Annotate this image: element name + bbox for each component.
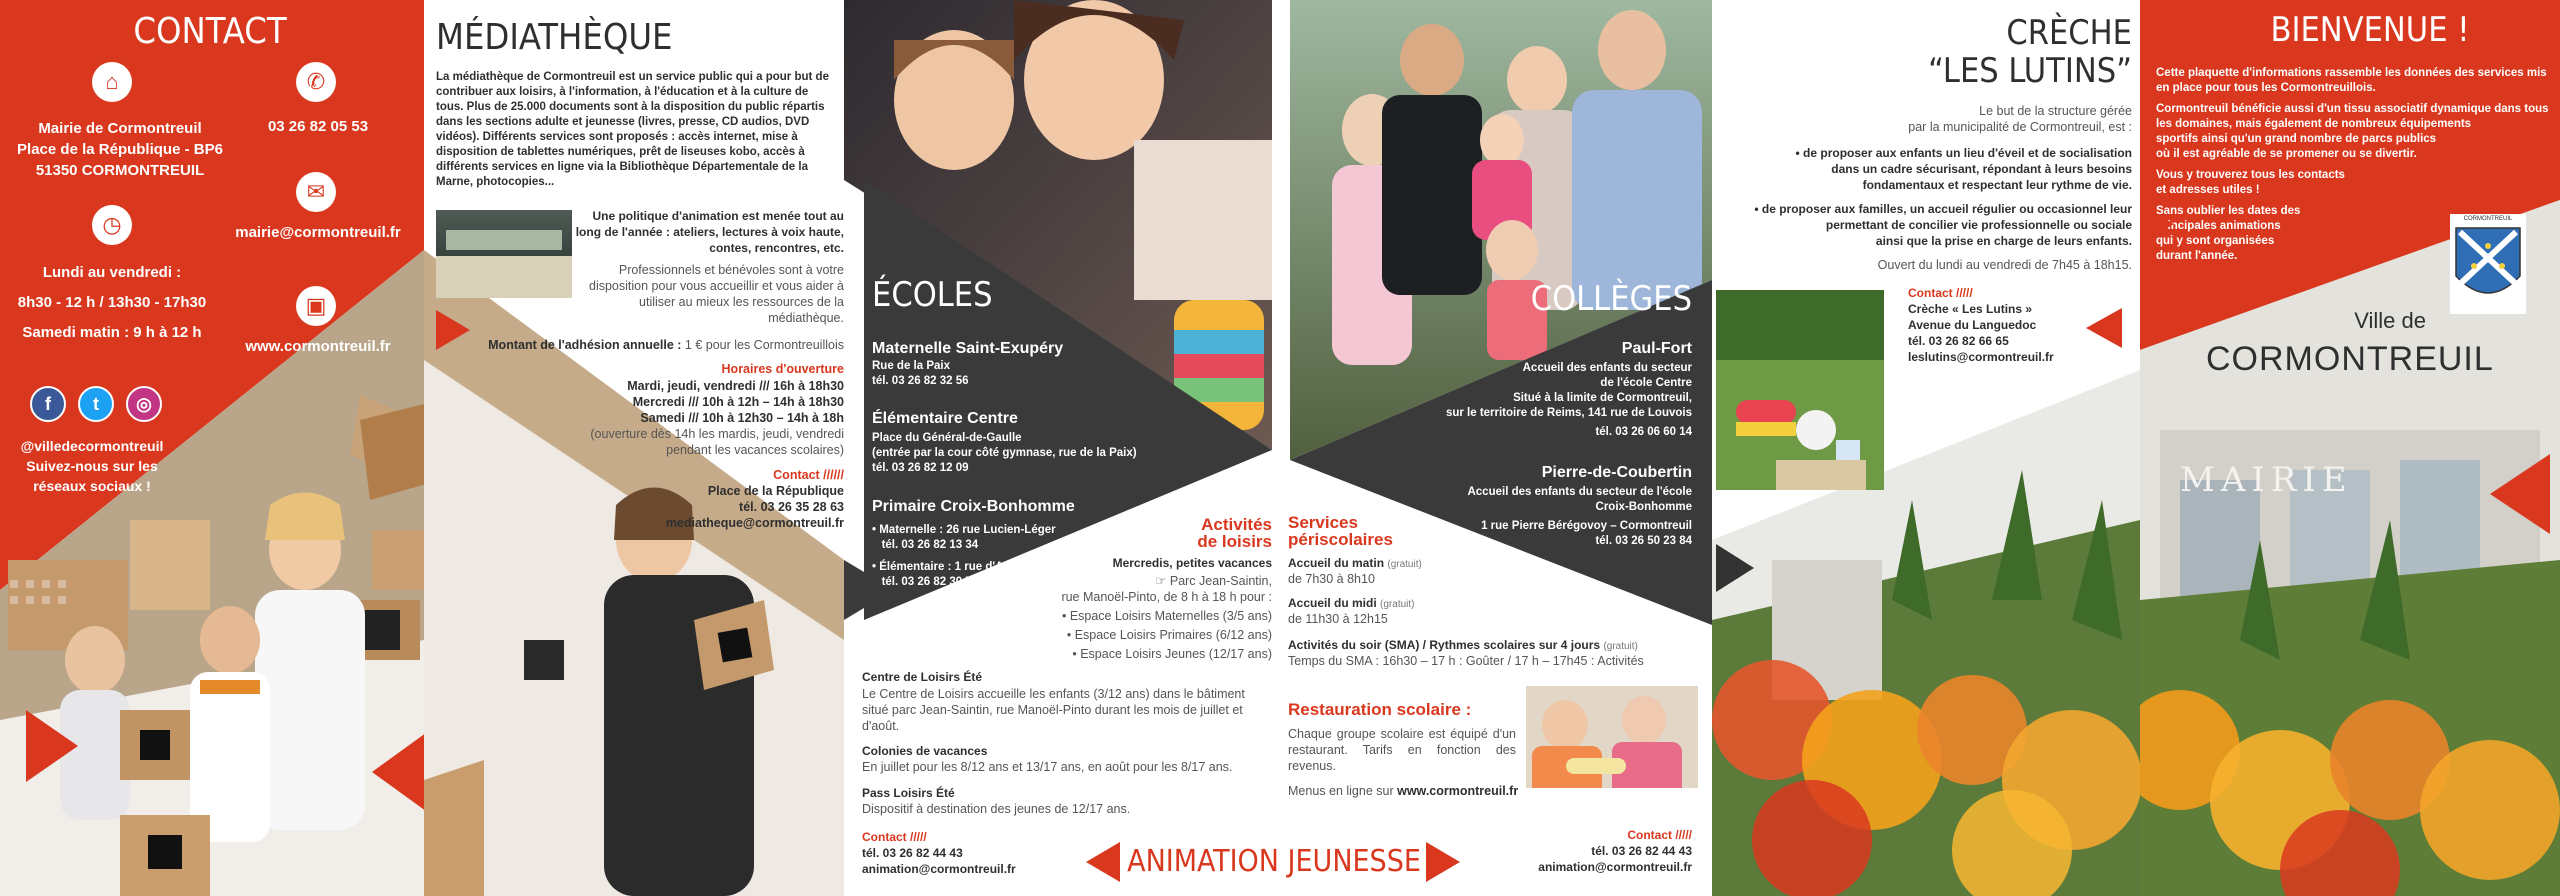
ville-de: Ville de (2354, 308, 2426, 333)
twitter-icon[interactable]: t (78, 386, 114, 422)
instagram-icon[interactable]: ◎ (126, 386, 162, 422)
loisirs-line: • Espace Loisirs Jeunes (12/17 ans) (1072, 647, 1272, 661)
benevoles-text: Professionnels et bénévoles sont à votre disposition pour vous accueillir et vous aider à utiliser au mieux les ressources de la médiathèque. (589, 263, 844, 325)
matin-note: (gratuit) (1387, 559, 1422, 570)
address-line: 51350 CORMONTREUIL (35, 162, 205, 179)
mediatheque-contact-line[interactable]: tél. 03 26 35 28 63 (739, 500, 844, 514)
restauration-text: Chaque groupe scolaire est équipé d'un restaurant. Tarifs en fonction des revenus. (1288, 727, 1516, 773)
bienvenue-line: qui y sont organisées (2156, 235, 2275, 247)
loisirs-title-line: Activités (1201, 515, 1272, 534)
restauration-title: Restauration scolaire : (1288, 700, 1472, 719)
mediatheque-contact-title: Contact ////// (773, 468, 844, 482)
colonies-title: Colonies de vacances (862, 744, 988, 758)
creche-bullet-line: fondamentaux et respectant leur rythme de vie. (1862, 178, 2132, 192)
arrow-left-decoration (26, 710, 78, 782)
creche-photo (1716, 290, 1884, 490)
matin-row (1288, 556, 1422, 570)
clock-icon: ◷ (92, 205, 132, 245)
horaires-line: Mercredi /// 10h à 12h – 14h à 18h30 (632, 395, 844, 409)
creche-bullet-line: permettant de concilier vie professionnelle ou sociale (1825, 218, 2132, 232)
pass-title: Pass Loisirs Été (862, 786, 955, 800)
pass-text: Dispositif à destination des jeunes de 12/17 ans. (862, 802, 1131, 816)
college-line: de l'école Centre (1600, 377, 1692, 389)
midi-title: Accueil du midi (1288, 596, 1377, 610)
arrow-right-icon (1716, 544, 1754, 592)
mediatheque-photo (436, 210, 572, 298)
ecole-line: tél. 03 26 82 13 34 (872, 539, 979, 551)
home-icon: ⌂ (92, 62, 132, 102)
ecole-name: Maternelle Saint-Exupéry (872, 340, 1064, 357)
soir-note: (gratuit) (1603, 641, 1638, 652)
mediatheque-title: MÉDIATHÈQUE (436, 17, 673, 58)
horaires-note: (ouverture dès 14h les mardis, jeudi, vendredi (590, 427, 844, 441)
bienvenue-line: Sans oublier les dates des (2156, 205, 2301, 217)
hours-saturday: Samedi matin : 9 h à 12 h (22, 324, 202, 341)
hours-title: Lundi au vendredi : (42, 264, 182, 281)
phone-icon: ✆ (296, 62, 336, 102)
college-line: Accueil des enfants du secteur de l'école (1467, 486, 1692, 498)
colleges-panel (1272, 0, 1712, 896)
loisirs-line: rue Manoël-Pinto, de 8 h à 18 h pour : (1061, 590, 1272, 604)
creche-bullet-line: • de proposer aux familles, un accueil régulier ou occasionnel leur (1754, 202, 2132, 216)
soir-row (1288, 638, 1638, 652)
loisirs-title (1084, 516, 1272, 550)
midi-note: (gratuit) (1380, 599, 1415, 610)
horaires-line: Mardi, jeudi, vendredi /// 16h à 18h30 (627, 379, 844, 393)
bienvenue-panel (2140, 0, 2560, 896)
periscolaires-title-line: périscolaires (1288, 530, 1393, 549)
adhesion-label: Montant de l'adhésion annuelle : (488, 338, 682, 352)
bienvenue-line: durant l'année. (2156, 250, 2238, 262)
college-line: sur le territoire de Reims, 141 rue de Louvois (1445, 407, 1692, 419)
loisirs-contact-title: Contact ///// (862, 830, 927, 844)
creche-intro: Le but de la structure gérée (1979, 104, 2132, 118)
creche-panel (1712, 0, 2140, 896)
adhesion-value: 1 € pour les Cormontreuillois (684, 338, 844, 352)
address-block (0, 118, 240, 181)
mediatheque-contact-line: Place de la République (707, 484, 844, 498)
loisirs-line: • Espace Loisirs Maternelles (3/5 ans) (1061, 609, 1272, 623)
ecole-line: Rue de la Paix (872, 360, 950, 372)
ecole-line: • Maternelle : 26 rue Lucien-Léger (872, 524, 1056, 536)
contact-title: CONTACT (133, 11, 287, 52)
menus-row (1288, 784, 1518, 798)
soir-title: Activités du soir (SMA) / Rythmes scolaires sur 4 jours (1288, 638, 1601, 652)
address-line: Place de la République - BP6 (17, 141, 223, 158)
mediatheque-intro: La médiathèque de Cormontreuil est un service public qui a pour but de contribuer aux loisirs, à l'information, à l'éducation et à la culture de tous. Plus de 25.000 documents sont à la disposition du public répartis dans les sections adulte et jeunesse (livres, presse, CD audios, DVD vidéos). Différents services sont proposés : accès internet, mise à disposition de tablettes numériques, prêt de liseuses kobo, accès à différents services en ligne via la Bibliothèque Départementale de la Marne, photocopies... (436, 71, 829, 188)
centre-text: Le Centre de Loisirs accueille les enfants (3/12 ans) dans le bâtiment situé parc Jean-Saintin, rue Manoël-Pinto durant les mois de juillet et d'août. (862, 687, 1245, 733)
crest-text: CORMONTREUIL (2463, 216, 2513, 222)
midi-row (1288, 596, 1414, 610)
ecoles-title: ÉCOLES (872, 275, 993, 315)
creche-bullet-line: • de proposer aux enfants un lieu d'éveil et de socialisation (1795, 146, 2132, 160)
arrow-right-icon (2140, 204, 2174, 244)
loisirs-line: Mercredis, petites vacances (1112, 556, 1272, 570)
city-crest (2450, 214, 2526, 314)
creche-title (1832, 14, 2132, 90)
creche-contact-line[interactable]: leslutins@cormontreuil.fr (1908, 350, 2054, 364)
animation-jeunesse-banner: ANIMATION JEUNESSE (1127, 844, 1421, 879)
web-icon: ▣ (296, 286, 336, 326)
horaires-title: Horaires d'ouverture (721, 362, 844, 376)
periscolaires-contact-line[interactable]: tél. 03 26 82 44 43 (1591, 844, 1692, 858)
mairie-sign: MAIRIE (2180, 460, 2353, 500)
bienvenue-line: Cormontreuil bénéficie aussi d'un tissu associatif dynamique dans tous (2156, 103, 2549, 115)
periscolaires-title (1288, 514, 1393, 548)
bienvenue-line: Vous y trouverez tous les contacts (2156, 169, 2345, 181)
college-name: Pierre-de-Coubertin (1541, 464, 1692, 481)
college-line: 1 rue Pierre Bérégovoy – Cormontreuil (1481, 520, 1692, 532)
animation-text: Une politique d'animation est menée tout au long de l'année : ateliers, lectures à voix haute, contes, rencontres, etc. (575, 209, 844, 255)
contact-email[interactable]: mairie@cormontreuil.fr (235, 224, 401, 241)
arrow-left-icon (2490, 454, 2550, 534)
loisirs-line: • Espace Loisirs Primaires (6/12 ans) (1066, 628, 1272, 642)
creche-contact-title: Contact ///// (1908, 286, 1973, 300)
ecole-line: tél. 03 26 82 30 75 (872, 576, 979, 588)
bienvenue-line: et adresses utiles ! (2156, 184, 2260, 196)
horaires-note: pendant les vacances scolaires) (666, 443, 844, 457)
college-line: tél. 03 26 50 23 84 (1595, 535, 1692, 547)
bienvenue-line: principales animations (2156, 220, 2281, 232)
midi-hours: de 11h30 à 12h15 (1288, 612, 1388, 626)
contact-phone[interactable]: 03 26 82 05 53 (267, 118, 369, 135)
matin-hours: de 7h30 à 8h10 (1288, 572, 1375, 586)
ecole-name: Primaire Croix-Bonhomme (872, 498, 1075, 515)
bienvenue-line: Cette plaquette d'informations rassemble les données des services mis (2156, 67, 2547, 79)
matin-title: Accueil du matin (1288, 556, 1385, 570)
arrow-left-icon (2086, 308, 2122, 348)
contact-website[interactable]: www.cormontreuil.fr (245, 338, 391, 355)
ecole-line: tél. 03 26 82 32 56 (872, 375, 969, 387)
loisirs-title-line: de loisirs (1197, 532, 1272, 551)
loisirs-contact-line[interactable]: tél. 03 26 82 44 43 (862, 846, 963, 860)
adhesion-line (464, 338, 844, 352)
college-line: tél. 03 26 06 60 14 (1595, 426, 1692, 438)
periscolaires-contact-line[interactable]: animation@cormontreuil.fr (1538, 860, 1692, 874)
creche-title-line: CRÈCHE (2006, 13, 2132, 53)
ecole-line: Place du Général-de-Gaulle (872, 432, 1022, 444)
ecole-line: (entrée par la cour côté gymnase, rue de la Paix) (872, 447, 1137, 459)
mediatheque-panel (424, 0, 844, 560)
ecole-line: tél. 03 26 82 12 09 (872, 462, 969, 474)
college-name: Paul-Fort (1621, 340, 1692, 357)
arrow-left-icon (1086, 842, 1120, 882)
contact-panel (0, 0, 424, 896)
menus-link[interactable]: www.cormontreuil.fr (1397, 784, 1519, 798)
hours-block (0, 258, 224, 348)
soir-hours: Temps du SMA : 16h30 – 17 h : Goûter / 17 h – 17h45 : Activités (1288, 654, 1644, 668)
creche-intro: par la municipalité de Cormontreuil, est : (1908, 120, 2132, 134)
ecole-name: Élémentaire Centre (872, 410, 1018, 427)
creche-bullet-line: ainsi que la prise en charge de leurs enfants. (1875, 234, 2132, 248)
address-line: Mairie de Cormontreuil (38, 120, 202, 137)
college-line: Accueil des enfants du secteur (1522, 362, 1692, 374)
centre-title: Centre de Loisirs Été (862, 670, 983, 684)
social-text-line: réseaux sociaux ! (33, 478, 151, 494)
creche-hours: Ouvert du lundi au vendredi de 7h45 à 18h15. (1877, 258, 2132, 272)
hours-weekday: 8h30 - 12 h / 13h30 - 17h30 (17, 294, 207, 311)
ecoles-panel (844, 0, 1272, 896)
periscolaires-contact-title: Contact ///// (1627, 828, 1692, 842)
canteen-photo (1526, 686, 1698, 788)
loisirs-contact-line[interactable]: animation@cormontreuil.fr (862, 862, 1016, 876)
creche-contact-line: Crèche « Les Lutins » (1908, 302, 2033, 316)
mail-icon: ✉ (296, 172, 336, 212)
social-block (0, 436, 184, 496)
creche-contact-line: Avenue du Languedoc (1908, 318, 2037, 332)
bienvenue-line: sportifs ainsi qu'un grand nombre de parcs publics (2156, 133, 2437, 145)
creche-contact-line[interactable]: tél. 03 26 82 66 65 (1908, 334, 2009, 348)
ecole-line: • Élémentaire : 1 rue d'Aunis (872, 561, 1028, 573)
colleges-title: COLLÈGES (1530, 279, 1692, 319)
bienvenue-line: en place pour tous les Cormontreuillois. (2156, 82, 2376, 94)
colonies-text: En juillet pour les 8/12 ans et 13/17 ans, en août pour les 8/17 ans. (862, 760, 1233, 774)
bienvenue-title: BIENVENUE ! (2270, 10, 2470, 50)
creche-title-line: “LES LUTINS” (1928, 51, 2132, 91)
college-line: Situé à la limite de Cormontreuil, (1513, 392, 1692, 404)
bienvenue-line: les domaines, mais également de nombreux équipements (2156, 118, 2472, 130)
social-text-line: Suivez-nous sur les (26, 458, 158, 474)
facebook-icon[interactable]: f (30, 386, 66, 422)
periscolaires-title-line: Services (1288, 513, 1358, 532)
loisirs-line: ☞ Parc Jean-Saintin, (1155, 574, 1272, 588)
menus-label: Menus en ligne sur (1288, 784, 1394, 798)
creche-bullet-line: dans un cadre sécurisant, répondant à leurs besoins (1831, 162, 2132, 176)
horaires-line: Samedi /// 10h à 12h30 – 14h à 18h (640, 411, 844, 425)
mediatheque-contact-line[interactable]: mediatheque@cormontreuil.fr (665, 516, 844, 530)
arrow-decoration (372, 730, 430, 814)
college-line: Croix-Bonhomme (1595, 501, 1692, 513)
ville-name: CORMONTREUIL (2206, 340, 2494, 378)
bienvenue-line: où il est agréable de se promener ou se divertir. (2156, 148, 2417, 160)
social-handle[interactable]: @villedecormontreuil (20, 438, 164, 454)
